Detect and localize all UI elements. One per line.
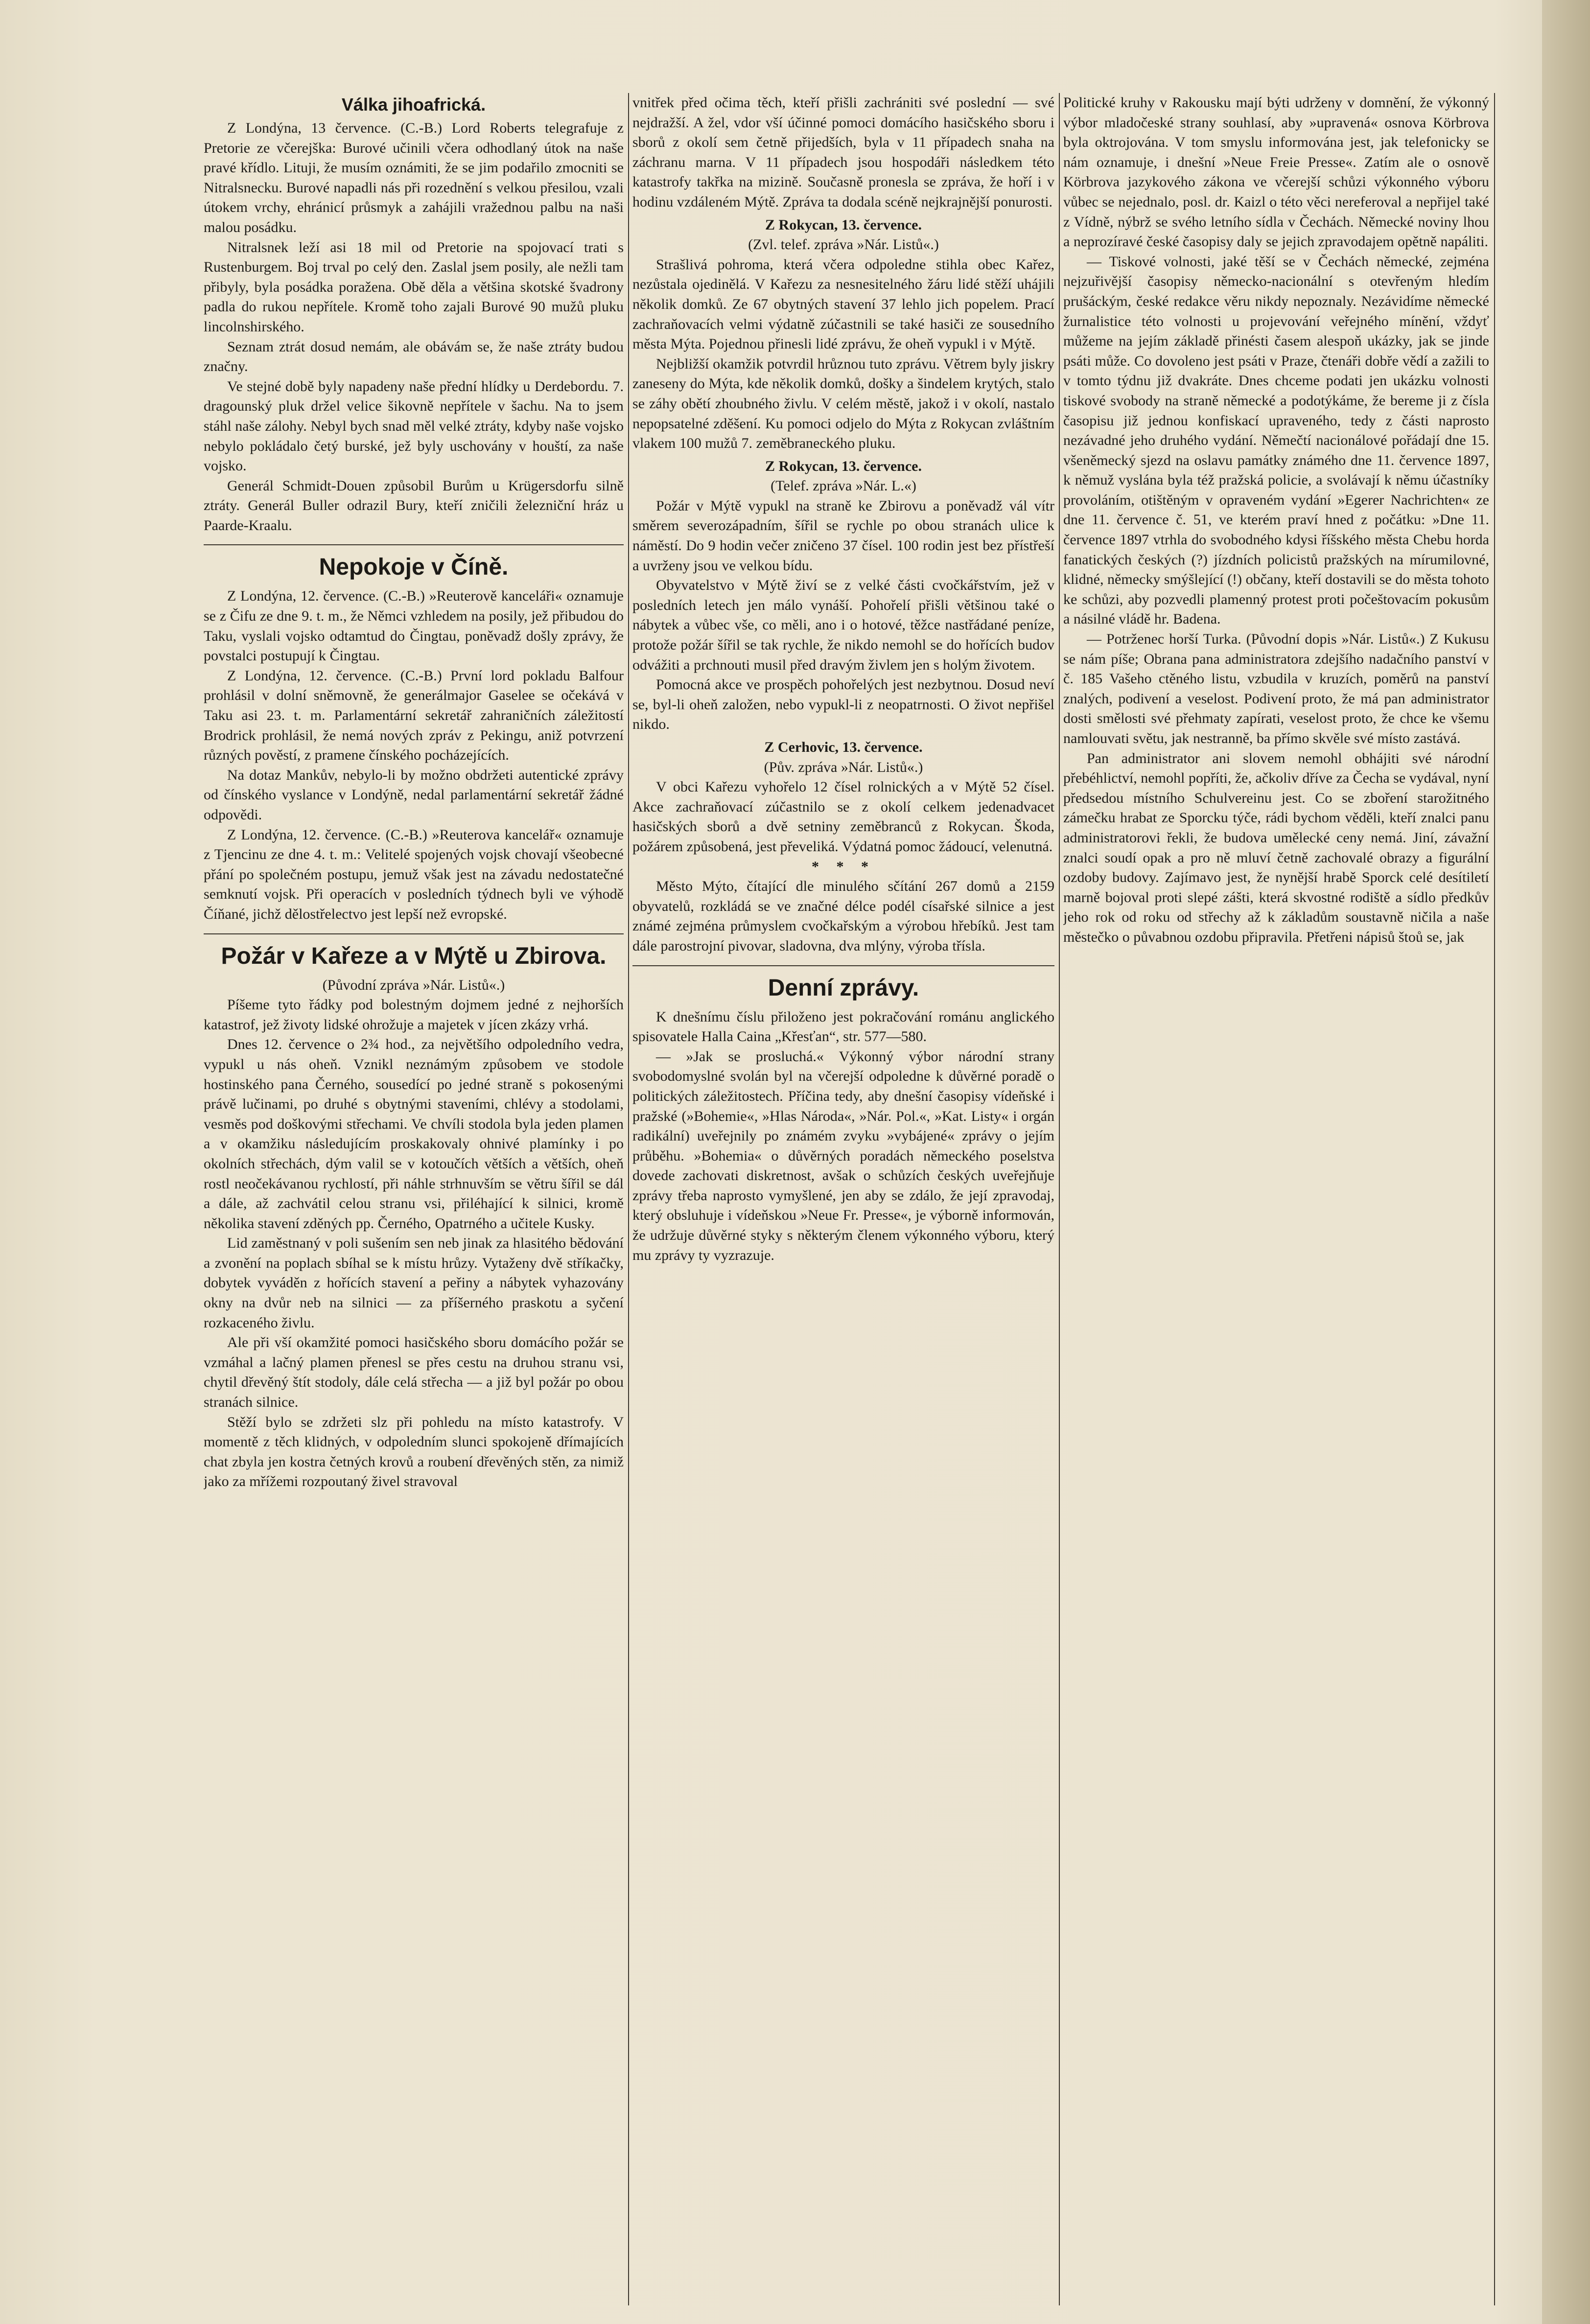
paragraph: vnitřek před očima těch, kteří přišli zachrániti své poslední — své nejdražší. A žel, vdor vší účinné pomoci domácího hasičského sboru i sborů z okolí sem četně přijedších, byla v 11 případech snaha na záchranu marna. V 11 případech jsou hospodáři následkem této katastrofy takřka na mizině. Současně pronesla se zpráva, že hoří i v hodinu vzdáleném Mýtě. Zpráva ta dodala scéně nejkrajnější ponurosti.	[632, 94, 1054, 210]
paragraph: Ale při vší okamžité pomoci hasičského sboru domácího požár se vzmáhal a lačný plamen přenesl se přes cestu na druhou stranu vsi, chytil dřevěný štít stodoly, dále celá střecha — a již byl požár po obou stranách silnice.	[204, 1334, 624, 1411]
byline: (Telef. zpráva »Nár. L.«)	[771, 478, 916, 494]
dateline-cerhovice: Z Cerhovic, 13. července.	[764, 739, 923, 755]
paragraph: Lid zaměstnaný v poli sušením sen neb jinak za hlasitého bědování a zvonění na poplach sbíhal se k místu hrůzy. Vytaženy dvě stříkačky, dobytek vyváděn z hořících stavení a peřiny a nábytek vyhazovány okny na dvůr neb na silnici — za příšerného praskotu a syčení rozkaceného živlu.	[204, 1235, 624, 1331]
column-rule-1	[628, 93, 629, 2305]
paragraph: Politické kruhy v Rakousku mají býti udrženy v domnění, že výkonný výbor mladočeské strany souhlasí, aby »upravená« osnova Körbrova byla oktrojována. V tom smyslu informována jest, jak telefonicky se nám oznamuje, i dnešní »Neue Freie Presse«. Zatím ale o osnově Körbrova jazykového zákona ve včerejší schůzi výkonného výboru vůbec se nejednalo, posl. dr. Kaizl o této věci nereferoval a nepřijel také z Vídně, nýbrž se svého letního sídla v Čechách. Německé noviny lhou a neprozíravé české časopisy daly se jejich zpravodajem opětně napáliti.	[1063, 94, 1489, 250]
paragraph: — Tiskové volnosti, jaké těší se v Čechách německé, zejména nejzuřivější časopisy německo-nacionální s otevřeným hledím prušáckým, české redakce věru nikdy nepoznaly. Nezávidíme německé žurnalistice této volnosti u projevování veřejného mínění, vždyť můžeme na jejím základě přinésti časem alespoň ukázky, jak se jinde psáti může. Co dovoleno jest psáti v Praze, čtenáři dobře vědí a zažili to v tomto týdnu již dvakráte. Dnes chceme podati jen ukázku volnosti tiskové svobody na straně německé a podotýkáme, že bereme ji z čísla časopisu již jednou konfiskací upraveného, tedy z části naprosto nezávadné jeho druhého vydání. Němečtí nacionálové pořádají dne 15. všeněmecký sjezd na oslavu památky známého dne 11. července 1897, k němuž vyslána byla též pražská policie, a svolávají k němu účastníky provoláním, otištěným v opraveném vydání »Egerer Nachrichten« ze dne 11. července č. 51, ve kterém praví hned z počátku: »Dne 11. července 1897 vtrhla do svobodného kdysi říšského města Chebu horda fanatických českých (?) jízdních policistů pražských na mírumilovné, klidné, německy smýšlející (!) občany, kteří dostavili se do města tohoto ke schůzi, aby pozvedli plamenný protest proti počeštovacím pokusům a násilné vládě hr. Badena.	[1063, 253, 1489, 627]
paragraph: Dnes 12. července o 2¾ hod., za největšího odpoledního vedra, vypukl u nás oheň. Vznikl neznámým způsobem ve stodole hostinského pana Černého, sousedící po jedné straně s pokosenými právě lučinami, po druhé s obytnými staveními, chlévy a stodolami, vesměs pod doškovými střechami. Ve chvíli stodola byla jeden plamen a v okamžiku následujícím proskakovaly ohnivé plamínky i po okolních střechách, dým valil se v kotoučích větších a větších, oheň rostl neočekávanou rychlostí, při náhle strhnuvším se větru šířil se dál a dále, až zachvátil celou stranu vsi, přiléhající k silnici, kromě několika stavení zděných pp. Černého, Opatrného a učitele Kusky.	[204, 1036, 624, 1232]
paragraph: K dnešnímu číslu přiloženo jest pokračování románu anglického spisovatele Halla Caina „Křesťan“, str. 577—580.	[632, 1008, 1054, 1045]
paragraph: Město Mýto, čítající dle minulého sčítání 267 domů a 2159 obyvatelů, rozkládá se ve značné délce podél císařské silnice a jest známé zejména průmyslem cvočkařským a výrobou hřebíků. Jest tam dále parostrojní pivovar, sladovna, dva mlýny, výroba třísla.	[632, 878, 1054, 954]
byline: (Původní zpráva »Nár. Listů«.)	[322, 976, 505, 993]
paragraph: V obci Kařezu vyhořelo 12 čísel rolnických a v Mýtě 52 čísel. Akce zachraňovací zúčastnilo se z okolí celkem jedenadvacet hasičských sborů a dvě setniny zeměbranců z Rokycan. Škoda, požárem způsobená, jest převeliká. Výdatná pomoc žádoucí, velenutná.	[632, 779, 1054, 855]
paragraph: Stěží bylo se zdržeti slz při pohledu na místo katastrofy. V momentě z těch klidných, v odpoledním slunci spokojeně dřímajících chat zbyla jen kostra četných krovů a roubení dřevěných stěn, za nimiž jako za mřížemi rozpoutaný živel stravoval	[204, 1414, 624, 1490]
byline: (Pův. zpráva »Nár. Listů«.)	[764, 759, 923, 775]
column-rule-3	[1494, 93, 1495, 2305]
paragraph: Píšeme tyto řádky pod bolestným dojmem jedné z nejhorších katastrof, jež životy lidské ohrožuje a majetek v jícen zkázy vrhá.	[204, 997, 624, 1033]
paragraph: Pan administrator ani slovem nemohl obhájiti své národní přebéhlictví, nemohl popříti, že, ačkoliv dříve za Čecha se vydával, nyní předsedou místního Schulvereinu jest. Co se zboření starožitného zámečku hrabat ze Sporcku týče, rádi bychom věděli, kteří znalci panu administratorovi řekli, že budova umělecké ceny nemá. Jiní, závažní znalci soudí opak a pro ně mluví četně zachovalé obrazy a figurální ozdoby budovy. Zajímavo jest, že nynější hrabě Sporck celé desítiletí marně bojoval proti slepé zášti, která skvostné rodiště a sídlo předkův jeho rok od roku od střechy až k základům soustavně ničila a naše městečko o půvabnou ozdobu připravila. Přetřeni nápisů štoů se, jak	[1063, 750, 1489, 945]
paragraph: Na dotaz Mankův, nebylo-li by možno obdržeti autentické zprávy od čínského vyslance v Londýně, nedal parlamentární sekretář žádné odpovědi.	[204, 767, 624, 823]
heading-denni-zpravy: Denní zprávy.	[768, 975, 919, 1001]
section-divider	[632, 965, 1054, 966]
section-divider	[204, 933, 624, 934]
paragraph: Z Londýna, 12. července. (C.-B.) První lord pokladu Balfour prohlásil v dolní sněmovně, že generálmajor Gaselee se očekává v Taku asi 23. t. m. Parlamentární sekretář zahraničních záležitostí Brodrick prohlásil, že nemá nových zpráv z Pekingu, aniž potvrzení různých pověstí, z pramene čínského pocházejících.	[204, 667, 624, 764]
column-2	[632, 93, 1054, 2296]
paragraph: Požár v Mýtě vypukl na straně ke Zbirovu a poněvadž vál vítr směrem severozápadním, šířil se rychle po obou stranách ulice k náměstí. Do 9 hodin večer zničeno 37 čísel. 100 rodin jest bez přístřeší a uvrženy jsou ve velkou bídu.	[632, 497, 1054, 574]
heading-cina: Nepokoje v Číně.	[319, 554, 509, 581]
paragraph: Nejbližší okamžik potvrdil hrůznou tuto zprávu. Větrem byly jiskry zaneseny do Mýta, kde několik domků, došky a šindelem krytých, stalo se záhy obětí zhoubného živlu. V celém městě, jakož i v okolí, nastalo nepopsatelné zděšení. Ku pomoci odjelo do Mýta z Rokycan zvláštním vlakem 100 mužů 7. zeměbraneckého pluku.	[632, 355, 1054, 452]
paragraph: Ve stejné době byly napadeny naše přední hlídky u Derdebordu. 7. dragounský pluk držel velice šikovně nepřítele v šachu. Na to jsem stáhl naše zálohy. Nebyl bych snad měl velké ztráty, kdyby naše vojsko nebylo pokládalo četý burské, jež byly uschovány v houští, za naše vojsko.	[204, 378, 624, 474]
heading-valka: Válka jihoafrická.	[341, 94, 486, 115]
heading-pozar: Požár v Kařeze a v Mýtě u Zbirova.	[221, 943, 607, 969]
column-1	[204, 93, 624, 2296]
page-edge-shadow	[1542, 0, 1590, 2324]
asterism: * * *	[812, 858, 875, 875]
paragraph: Obyvatelstvo v Mýtě živí se z velké části cvočkářstvím, jež v posledních letech jen málo vynáší. Pohořelí přišli většinou také o nábytek a vůbec vše, co měli, ano i o hotové, těžce nastřádané peníze, protože požár šířil se tak rychle, že nikdo nemohl se do hořících budov odvážiti a prchnouti musil před dravým živlem jen s holým životem.	[632, 577, 1054, 673]
paragraph: Z Londýna, 12. července. (C.-B.) »Reuterově kanceláři« oznamuje se z Čifu ze dne 9. t. m., že Němci vzhledem na posily, jež přibudou do Taku, vyslali vojsko odtamtud do Čingtau, poněvadž došly zprávy, že povstalci postupují k Čingtau.	[204, 588, 624, 664]
paragraph: Z Londýna, 13 července. (C.-B.) Lord Roberts telegrafuje z Pretorie ze včerejška: Burové učinili včera odhodlaný útok na naše pravé křídlo. Lituji, že musím oznámiti, že se jim podařilo zmocniti se Nitralsnecku. Burové napadli nás při rozednění s velkou přesilou, vzali útokem vrchy, ehránicí průsmyk a zahájili vražednou palbu na naši malou posádku.	[204, 120, 624, 235]
paragraph: Z Londýna, 12. července. (C.-B.) »Reuterova kancelář« oznamuje z Tjencinu ze dne 4. t. m.: Velitelé spojených vojsk chovají všeobecné přání po společném postupu, jemuž však jest na závadu nedostatečné semknutí vojsk. Při operacích v posledních týdnech byli ve výhodě Číňané, jichž dělostřelectvo jest lepší než evropské.	[204, 826, 624, 922]
column-rule-2	[1059, 93, 1060, 2305]
column-3	[1063, 93, 1489, 2296]
byline: (Zvl. telef. zpráva »Nár. Listů«.)	[748, 236, 939, 253]
paragraph: Generál Schmidt-Douen způsobil Burům u Krügersdorfu silně ztráty. Generál Buller odrazil Bury, kteří zničili železniční hráz u Paarde-Kraalu.	[204, 477, 624, 534]
paragraph: Pomocná akce ve prospěch pohořelých jest nezbytnou. Dosud neví se, byl-li oheň založen, nebo vypukl-li z neopatrnosti. O život nepřišel nikdo.	[632, 676, 1054, 733]
paragraph: Seznam ztrát dosud nemám, ale obávám se, že naše ztráty budou značny.	[204, 338, 624, 375]
paragraph: — Potrženec horší Turka. (Původní dopis »Nár. Listů«.) Z Kukusu se nám píše; Obrana pana administratora zdejšího nadačního panství v č. 185 Vašeho ctěného listu, vzbudila v kruzích, poměrů na panství znalých, podivení a veselost. Podivení proto, že má pan administrator dosti smělosti své přehmaty zapírati, veselost proto, že chce ke všemu namlouvati světu, jak nestranně, ba přímo skvěle své místo zastává.	[1063, 631, 1489, 746]
dateline-rokycan-2: Z Rokycan, 13. července.	[765, 458, 922, 474]
section-divider	[204, 544, 624, 545]
paragraph: — »Jak se prosluchá.« Výkonný výbor národní strany svobodomyslné svolán byl na včerejší odpoledne k důvěrné poradě o politických záležitostech. Příčina tedy, aby dnešní časopisy vídeňské i pražské (»Bohemie«, »Hlas Národa«, »Nár. Pol.«, »Kat. Listy« i orgán radikální) uveřejnily po známém zvyku »vybájené« zprávy o jejím průběhu. »Bohemia« o důvěrných poradách německého poselstva dovede zachovati diskretnost, avšak o schůzích českých uveřejňuje zprávy třeba naprosto vymyšlené, jen aby se zdálo, že její zpravodaj, který obsluhuje i vídeňskou »Neue Fr. Presse«, je výborně informován, že udržuje důvěrné styky s některým členem výkonného výboru, který mu zprávy ty vyzrazuje.	[632, 1048, 1054, 1263]
dateline-rokycan-1: Z Rokycan, 13. července.	[765, 216, 922, 233]
paragraph: Strašlivá pohroma, která včera odpoledne stihla obec Kařez, nezůstala ojedinělá. V Kařezu za nesnesitelného žáru lidé stěží uhájili několik domků. Ze 67 obytných stavení 37 lehlo jich popelem. Prací zachraňovacích velmi výdatně zúčastnili se také hasiči ze sousedního města Mýta. Pojednou přinesli lidé zprávu, že oheň vypukl i v Mýtě.	[632, 256, 1054, 352]
paragraph: Nitralsnek leží asi 18 mil od Pretorie na spojovací trati s Rustenburgem. Boj trval po celý den. Zaslal jsem posily, ale nežli tam přibyly, byla posádka poražena. Obě děla a většina skotské švadrony padla do rukou nepřítele. Kromě toho zajali Burové 90 mužů pluku lincolnshirského.	[204, 239, 624, 335]
